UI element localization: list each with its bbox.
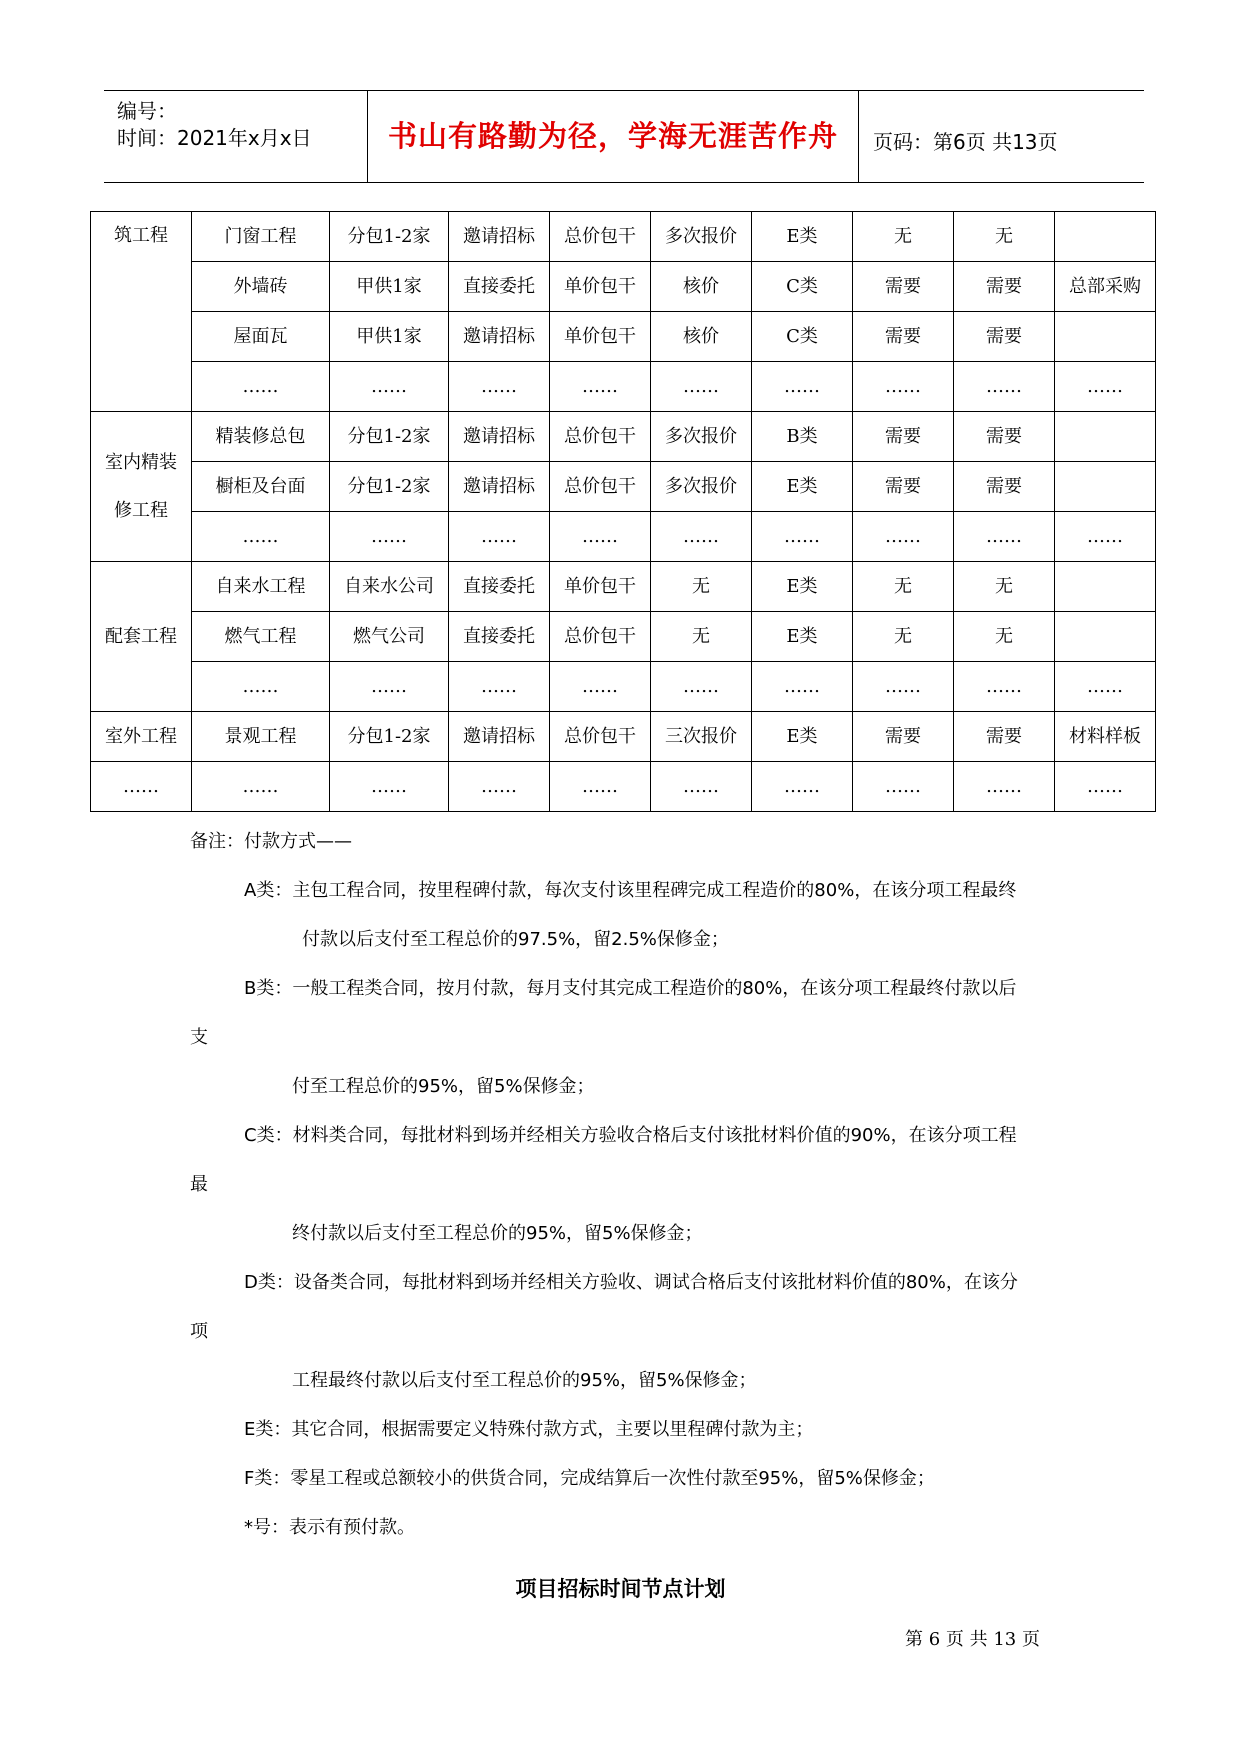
table-cell: 景观工程	[192, 712, 330, 762]
table-cell: 核价	[651, 262, 752, 312]
table-cell: 需要	[954, 712, 1055, 762]
table-cell: 分包1-2家	[330, 712, 449, 762]
table-cell: 多次报价	[651, 462, 752, 512]
table-row	[91, 312, 1156, 362]
table-cell: 无	[853, 212, 954, 262]
note-line: D类：设备类合同，每批材料到场并经相关方验收、调试合格后支付该批材料价值的80%，在该分	[244, 1272, 1018, 1293]
header-motto: 书山有路勤为径，学海无涯苦作舟	[387, 119, 838, 153]
table-cell: B类	[752, 412, 853, 462]
table-cell: ……	[550, 762, 651, 812]
table-cell	[1055, 612, 1156, 662]
note-line: F类：零星工程或总额较小的供货合同，完成结算后一次性付款至95%，留5%保修金；	[244, 1468, 935, 1489]
table-cell: E类	[752, 712, 853, 762]
table-cell: ……	[853, 362, 954, 412]
table-cell: E类	[752, 612, 853, 662]
doc-number-label: 编号：	[117, 99, 177, 123]
table-cell: ……	[192, 512, 330, 562]
bidding-table	[90, 211, 1156, 812]
header-top-rule	[104, 90, 1144, 91]
table-cell: ……	[192, 762, 330, 812]
table-cell: 需要	[853, 262, 954, 312]
table-row	[91, 462, 1156, 512]
table-cell: ……	[550, 362, 651, 412]
note-line: 付款以后支付至工程总价的97.5%，留2.5%保修金；	[302, 929, 729, 950]
page-footer: 第 6 页 共 13 页	[905, 1629, 1040, 1650]
table-cell: 无	[651, 562, 752, 612]
table-cell: 橱柜及台面	[192, 462, 330, 512]
table-cell: ……	[192, 662, 330, 712]
table-cell: 直接委托	[449, 562, 550, 612]
table-cell: ……	[853, 512, 954, 562]
header-divider-right	[858, 90, 859, 182]
table-cell: ……	[752, 362, 853, 412]
category-cell: 筑工程	[91, 212, 192, 412]
table-cell: 总价包干	[550, 612, 651, 662]
header-page-label: 页码：第6页 共13页	[873, 130, 1058, 154]
table-cell	[1055, 412, 1156, 462]
table-cell: 直接委托	[449, 262, 550, 312]
table-cell: ……	[449, 362, 550, 412]
table-cell: 邀请招标	[449, 212, 550, 262]
table-cell: 总价包干	[550, 212, 651, 262]
table-cell: 邀请招标	[449, 712, 550, 762]
table-cell: ……	[1055, 662, 1156, 712]
table-cell: 自来水工程	[192, 562, 330, 612]
note-line: 项	[190, 1321, 208, 1342]
note-line: *号：表示有预付款。	[244, 1517, 415, 1538]
table-cell: E类	[752, 562, 853, 612]
table-cell: ……	[752, 512, 853, 562]
table-cell: C类	[752, 312, 853, 362]
table-cell: ……	[330, 762, 449, 812]
table-row	[91, 712, 1156, 762]
table-cell: 邀请招标	[449, 412, 550, 462]
table-cell: 多次报价	[651, 412, 752, 462]
table-row	[91, 412, 1156, 462]
table-cell: 无	[954, 612, 1055, 662]
table-cell: 甲供1家	[330, 262, 449, 312]
table-cell: ……	[954, 362, 1055, 412]
table-cell: 无	[853, 562, 954, 612]
table-cell: ……	[1055, 762, 1156, 812]
table-row	[91, 562, 1156, 612]
table-cell: 核价	[651, 312, 752, 362]
table-cell: 直接委托	[449, 612, 550, 662]
table-cell	[1055, 312, 1156, 362]
table-cell: ……	[853, 762, 954, 812]
header-bottom-rule	[104, 182, 1144, 183]
note-line: A类：主包工程合同，按里程碑付款，每次支付该里程碑完成工程造价的80%，在该分项工程最终	[244, 880, 1017, 901]
table-cell: 需要	[954, 262, 1055, 312]
table-cell: 无	[954, 212, 1055, 262]
table-cell: 需要	[954, 462, 1055, 512]
table-cell: ……	[550, 662, 651, 712]
table-row	[91, 762, 1156, 812]
table-cell: E类	[752, 212, 853, 262]
table-cell: 燃气公司	[330, 612, 449, 662]
table-cell: 需要	[853, 412, 954, 462]
table-cell: ……	[449, 662, 550, 712]
table-cell: ……	[1055, 512, 1156, 562]
table-cell: 单价包干	[550, 262, 651, 312]
table-cell: 无	[954, 562, 1055, 612]
table-cell: 无	[651, 612, 752, 662]
table-cell	[1055, 562, 1156, 612]
table-cell: 材料样板	[1055, 712, 1156, 762]
table-cell: ……	[651, 512, 752, 562]
table-cell: 屋面瓦	[192, 312, 330, 362]
table-row	[91, 612, 1156, 662]
table-row	[91, 212, 1156, 262]
table-cell: 分包1-2家	[330, 412, 449, 462]
notes-title: 备注：付款方式——	[190, 831, 352, 852]
table-cell: 需要	[853, 462, 954, 512]
table-cell: ……	[1055, 362, 1156, 412]
table-cell: C类	[752, 262, 853, 312]
table-cell: ……	[550, 512, 651, 562]
note-line: E类：其它合同，根据需要定义特殊付款方式，主要以里程碑付款为主；	[244, 1419, 814, 1440]
table-cell: ……	[752, 762, 853, 812]
table-cell: 总部采购	[1055, 262, 1156, 312]
table-cell: ……	[752, 662, 853, 712]
note-line: B类：一般工程类合同，按月付款，每月支付其完成工程造价的80%，在该分项工程最终付款以后	[244, 978, 1017, 999]
table-cell: 邀请招标	[449, 462, 550, 512]
table-cell	[1055, 462, 1156, 512]
table-cell: ……	[853, 662, 954, 712]
table-cell: 需要	[853, 312, 954, 362]
table-cell: 需要	[954, 312, 1055, 362]
table-cell: ……	[954, 762, 1055, 812]
table-cell: ……	[449, 512, 550, 562]
table-cell: 门窗工程	[192, 212, 330, 262]
table-row	[91, 662, 1156, 712]
table-cell: 多次报价	[651, 212, 752, 262]
table-cell: 需要	[853, 712, 954, 762]
table-cell: 燃气工程	[192, 612, 330, 662]
table-cell: 总价包干	[550, 462, 651, 512]
table-cell: E类	[752, 462, 853, 512]
table-cell: 精装修总包	[192, 412, 330, 462]
note-line: C类：材料类合同，每批材料到场并经相关方验收合格后支付该批材料价值的90%，在该分项工程	[244, 1125, 1017, 1146]
note-line: 最	[190, 1174, 208, 1195]
category-cell: 室外工程	[91, 712, 192, 762]
table-cell: 邀请招标	[449, 312, 550, 362]
table-cell: ……	[954, 662, 1055, 712]
doc-time-label: 时间：2021年x月x日	[117, 126, 312, 150]
table-row	[91, 512, 1156, 562]
table-cell: 三次报价	[651, 712, 752, 762]
table-cell: 单价包干	[550, 562, 651, 612]
table-cell: ……	[449, 762, 550, 812]
table-cell: 甲供1家	[330, 312, 449, 362]
table-cell: ……	[954, 512, 1055, 562]
table-cell: 需要	[954, 412, 1055, 462]
table-cell: 总价包干	[550, 712, 651, 762]
table-cell: 分包1-2家	[330, 212, 449, 262]
table-row	[91, 362, 1156, 412]
note-line: 终付款以后支付至工程总价的95%，留5%保修金；	[292, 1223, 703, 1244]
table-cell: 总价包干	[550, 412, 651, 462]
category-cell: ……	[91, 762, 192, 812]
table-row	[91, 262, 1156, 312]
table-cell: ……	[330, 362, 449, 412]
table-cell: ……	[651, 762, 752, 812]
table-cell: 无	[853, 612, 954, 662]
note-line: 付至工程总价的95%，留5%保修金；	[292, 1076, 595, 1097]
table-cell: ……	[192, 362, 330, 412]
table-cell: ……	[330, 662, 449, 712]
note-line: 工程最终付款以后支付至工程总价的95%，留5%保修金；	[292, 1370, 757, 1391]
table-cell: 自来水公司	[330, 562, 449, 612]
table-cell: 外墙砖	[192, 262, 330, 312]
table-cell: 分包1-2家	[330, 462, 449, 512]
table-cell: 单价包干	[550, 312, 651, 362]
table-cell: ……	[651, 362, 752, 412]
category-cell: 配套工程	[91, 562, 192, 712]
category-cell: 室内精装修工程	[91, 412, 192, 562]
table-cell: ……	[330, 512, 449, 562]
note-line: 支	[190, 1027, 208, 1048]
table-cell	[1055, 212, 1156, 262]
section-title: 项目招标时间节点计划	[515, 1577, 726, 1601]
table-cell: ……	[651, 662, 752, 712]
